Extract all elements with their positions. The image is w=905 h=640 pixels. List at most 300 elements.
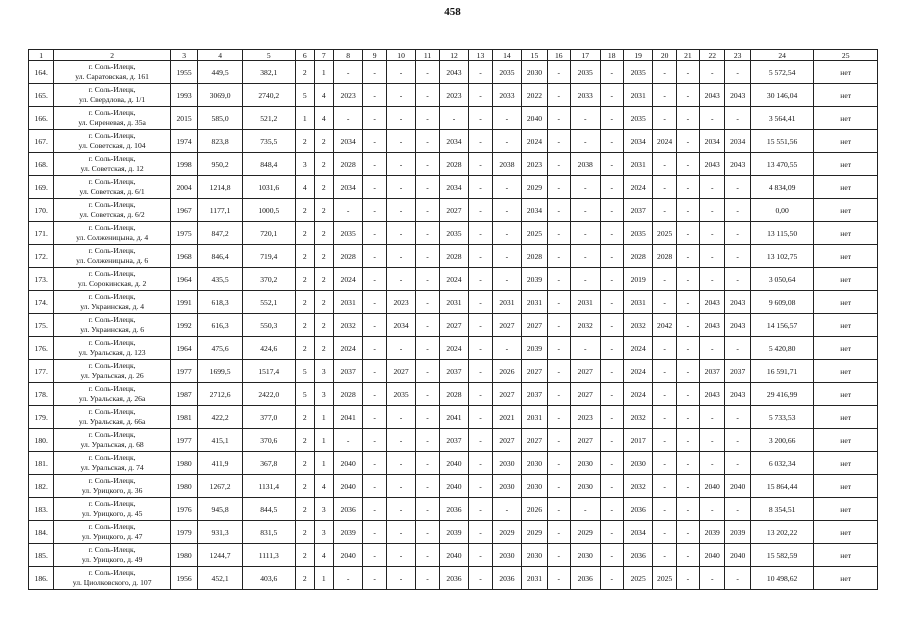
value-cell: -: [333, 61, 363, 84]
value-cell: -: [333, 429, 363, 452]
column-number-header: 16: [547, 50, 570, 61]
value-cell: -: [416, 383, 439, 406]
row-number-cell: 181.: [29, 452, 54, 475]
cost-cell: 5 572,54: [750, 61, 814, 84]
address-city: г. Соль-Илецк,: [88, 499, 136, 508]
value-cell: 2043: [700, 153, 725, 176]
value-cell: 2039: [522, 337, 547, 360]
value-cell: 2: [314, 314, 333, 337]
table-row: [29, 406, 878, 429]
value-cell: 2035: [439, 222, 469, 245]
value-cell: -: [653, 153, 676, 176]
flag-cell: нет: [814, 245, 878, 268]
value-cell: 2027: [522, 429, 547, 452]
row-number-cell: 174.: [29, 291, 54, 314]
value-cell: 2027: [492, 383, 522, 406]
value-cell: -: [416, 245, 439, 268]
value-cell: 2028: [333, 153, 363, 176]
row-number-cell: 164.: [29, 61, 54, 84]
address-cell: [54, 475, 170, 498]
value-cell: -: [676, 130, 699, 153]
cost-cell: 3 200,66: [750, 429, 814, 452]
column-number-header: 10: [386, 50, 416, 61]
row-number-cell: 183.: [29, 498, 54, 521]
address-city: г. Соль-Илецк,: [88, 338, 136, 347]
value-cell: 585,0: [198, 107, 242, 130]
value-cell: -: [547, 360, 570, 383]
value-cell: 2030: [623, 452, 653, 475]
value-cell: -: [386, 107, 416, 130]
cost-cell: 9 609,08: [750, 291, 814, 314]
value-cell: 2042: [653, 314, 676, 337]
address-city: г. Соль-Илецк,: [88, 85, 136, 94]
value-cell: -: [363, 314, 386, 337]
value-cell: -: [547, 222, 570, 245]
table-row: [29, 429, 878, 452]
value-cell: 2: [295, 429, 314, 452]
address-street: ул. Урицкого, д. 49: [81, 555, 143, 564]
row-number-cell: 173.: [29, 268, 54, 291]
cost-cell: 14 156,57: [750, 314, 814, 337]
value-cell: -: [386, 153, 416, 176]
value-cell: -: [416, 314, 439, 337]
value-cell: -: [600, 498, 623, 521]
value-cell: -: [492, 222, 522, 245]
value-cell: 719,4: [242, 245, 295, 268]
value-cell: 3: [295, 153, 314, 176]
value-cell: 2024: [333, 268, 363, 291]
column-number-header: 4: [198, 50, 242, 61]
address-city: г. Соль-Илецк,: [88, 361, 136, 370]
address-city: г. Соль-Илецк,: [88, 384, 136, 393]
value-cell: 2034: [439, 130, 469, 153]
value-cell: -: [469, 498, 492, 521]
row-number-cell: 178.: [29, 383, 54, 406]
cost-cell: 5 733,53: [750, 406, 814, 429]
value-cell: 2028: [653, 245, 676, 268]
value-cell: 2032: [570, 314, 600, 337]
value-cell: 2040: [333, 452, 363, 475]
value-cell: 4: [314, 84, 333, 107]
value-cell: -: [386, 176, 416, 199]
value-cell: 2035: [570, 61, 600, 84]
value-cell: -: [363, 291, 386, 314]
address-city: г. Соль-Илецк,: [88, 568, 136, 577]
value-cell: 2: [295, 521, 314, 544]
value-cell: -: [676, 429, 699, 452]
table-row: [29, 130, 878, 153]
flag-cell: нет: [814, 84, 878, 107]
value-cell: 2031: [623, 153, 653, 176]
cost-cell: 15 864,44: [750, 475, 814, 498]
value-cell: -: [600, 314, 623, 337]
value-cell: 2: [314, 199, 333, 222]
flag-cell: нет: [814, 61, 878, 84]
column-number-header: 8: [333, 50, 363, 61]
value-cell: 2043: [439, 61, 469, 84]
value-cell: -: [725, 567, 750, 590]
column-number-header: 21: [676, 50, 699, 61]
column-number-header: 18: [600, 50, 623, 61]
value-cell: -: [416, 498, 439, 521]
value-cell: 2017: [623, 429, 653, 452]
value-cell: -: [676, 521, 699, 544]
value-cell: 2: [295, 452, 314, 475]
value-cell: 3: [314, 498, 333, 521]
value-cell: -: [469, 291, 492, 314]
row-number-cell: 169.: [29, 176, 54, 199]
value-cell: 2: [314, 130, 333, 153]
address-street: ул. Солженицына, д. 4: [76, 233, 149, 242]
value-cell: -: [676, 153, 699, 176]
cost-cell: 8 354,51: [750, 498, 814, 521]
value-cell: -: [700, 176, 725, 199]
value-cell: -: [363, 268, 386, 291]
value-cell: -: [676, 406, 699, 429]
column-number-header: 2: [54, 50, 170, 61]
value-cell: 1964: [170, 268, 198, 291]
value-cell: 1993: [170, 84, 198, 107]
value-cell: 2037: [522, 383, 547, 406]
value-cell: 2030: [570, 452, 600, 475]
flag-cell: нет: [814, 406, 878, 429]
value-cell: -: [600, 84, 623, 107]
address-street: ул. Уральская, д. 26а: [78, 394, 146, 403]
value-cell: -: [363, 176, 386, 199]
value-cell: 2024: [333, 337, 363, 360]
value-cell: -: [492, 199, 522, 222]
address-cell: [54, 406, 170, 429]
value-cell: 1980: [170, 475, 198, 498]
value-cell: -: [653, 291, 676, 314]
address-city: г. Соль-Илецк,: [88, 292, 136, 301]
value-cell: -: [600, 337, 623, 360]
value-cell: 2028: [439, 245, 469, 268]
value-cell: -: [333, 107, 363, 130]
value-cell: 2029: [522, 521, 547, 544]
value-cell: 2023: [386, 291, 416, 314]
value-cell: -: [653, 360, 676, 383]
value-cell: 2040: [439, 475, 469, 498]
value-cell: 2019: [623, 268, 653, 291]
value-cell: 2024: [623, 176, 653, 199]
value-cell: 2027: [386, 360, 416, 383]
address-cell: [54, 544, 170, 567]
value-cell: -: [492, 107, 522, 130]
value-cell: -: [363, 475, 386, 498]
address-street: ул. Сорокинская, д. 2: [77, 279, 147, 288]
value-cell: -: [469, 153, 492, 176]
value-cell: 2037: [725, 360, 750, 383]
address-cell: [54, 567, 170, 590]
value-cell: -: [700, 567, 725, 590]
value-cell: -: [416, 130, 439, 153]
value-cell: 1: [314, 406, 333, 429]
value-cell: -: [547, 245, 570, 268]
address-street: ул. Саратовская, д. 161: [75, 72, 149, 81]
value-cell: 2039: [700, 521, 725, 544]
value-cell: -: [363, 383, 386, 406]
value-cell: -: [416, 61, 439, 84]
table-row: [29, 176, 878, 199]
value-cell: 403,6: [242, 567, 295, 590]
value-cell: -: [386, 452, 416, 475]
value-cell: -: [416, 107, 439, 130]
column-number-header: 25: [814, 50, 878, 61]
table-row: [29, 498, 878, 521]
value-cell: -: [600, 245, 623, 268]
flag-cell: нет: [814, 337, 878, 360]
value-cell: -: [492, 130, 522, 153]
value-cell: 2034: [439, 176, 469, 199]
value-cell: 1976: [170, 498, 198, 521]
value-cell: 945,8: [198, 498, 242, 521]
value-cell: 2: [295, 544, 314, 567]
value-cell: -: [725, 245, 750, 268]
value-cell: -: [725, 452, 750, 475]
value-cell: 2: [295, 314, 314, 337]
value-cell: 2036: [333, 498, 363, 521]
value-cell: 1267,2: [198, 475, 242, 498]
value-cell: -: [416, 521, 439, 544]
cost-cell: 15 551,56: [750, 130, 814, 153]
cost-cell: 13 470,55: [750, 153, 814, 176]
value-cell: 2: [314, 245, 333, 268]
value-cell: 2028: [333, 245, 363, 268]
value-cell: 449,5: [198, 61, 242, 84]
value-cell: -: [547, 314, 570, 337]
value-cell: 2041: [439, 406, 469, 429]
column-number-header: 17: [570, 50, 600, 61]
column-number-header: 14: [492, 50, 522, 61]
address-city: г. Соль-Илецк,: [88, 177, 136, 186]
table-row: [29, 291, 878, 314]
value-cell: -: [386, 268, 416, 291]
value-cell: -: [492, 268, 522, 291]
cost-cell: 6 032,34: [750, 452, 814, 475]
row-number-cell: 176.: [29, 337, 54, 360]
value-cell: 1111,3: [242, 544, 295, 567]
value-cell: 616,3: [198, 314, 242, 337]
value-cell: 2036: [439, 498, 469, 521]
value-cell: 2712,6: [198, 383, 242, 406]
value-cell: -: [363, 521, 386, 544]
value-cell: 2040: [333, 475, 363, 498]
value-cell: 1992: [170, 314, 198, 337]
value-cell: 2040: [439, 544, 469, 567]
value-cell: -: [600, 429, 623, 452]
value-cell: -: [653, 176, 676, 199]
address-cell: [54, 245, 170, 268]
value-cell: -: [653, 452, 676, 475]
address-cell: [54, 383, 170, 406]
value-cell: -: [416, 360, 439, 383]
value-cell: 2033: [570, 84, 600, 107]
value-cell: 2025: [653, 222, 676, 245]
value-cell: -: [363, 429, 386, 452]
value-cell: 2034: [522, 199, 547, 222]
value-cell: -: [725, 199, 750, 222]
value-cell: 3069,0: [198, 84, 242, 107]
value-cell: 2: [295, 498, 314, 521]
value-cell: 2030: [492, 452, 522, 475]
value-cell: 424,6: [242, 337, 295, 360]
value-cell: -: [570, 498, 600, 521]
address-city: г. Соль-Илецк,: [88, 407, 136, 416]
value-cell: -: [386, 337, 416, 360]
value-cell: 2027: [439, 314, 469, 337]
value-cell: -: [363, 245, 386, 268]
value-cell: 5: [295, 360, 314, 383]
value-cell: -: [676, 268, 699, 291]
value-cell: -: [469, 383, 492, 406]
cost-cell: 3 050,64: [750, 268, 814, 291]
address-cell: [54, 61, 170, 84]
flag-cell: нет: [814, 429, 878, 452]
flag-cell: нет: [814, 498, 878, 521]
value-cell: 2034: [623, 521, 653, 544]
address-street: ул. Циолковского, д. 107: [72, 578, 152, 587]
value-cell: 2740,2: [242, 84, 295, 107]
value-cell: -: [725, 406, 750, 429]
value-cell: 823,8: [198, 130, 242, 153]
value-cell: 2: [295, 406, 314, 429]
value-cell: 1974: [170, 130, 198, 153]
value-cell: -: [700, 61, 725, 84]
value-cell: -: [600, 153, 623, 176]
value-cell: -: [676, 291, 699, 314]
column-number-header: 7: [314, 50, 333, 61]
value-cell: 2: [314, 222, 333, 245]
value-cell: 2043: [725, 383, 750, 406]
flag-cell: нет: [814, 199, 878, 222]
row-number-cell: 182.: [29, 475, 54, 498]
value-cell: 2037: [333, 360, 363, 383]
column-number-header: 20: [653, 50, 676, 61]
value-cell: 1: [314, 61, 333, 84]
cost-cell: 15 582,59: [750, 544, 814, 567]
value-cell: 2034: [333, 176, 363, 199]
value-cell: -: [363, 452, 386, 475]
value-cell: -: [386, 498, 416, 521]
table-row: [29, 383, 878, 406]
value-cell: 2043: [725, 84, 750, 107]
value-cell: -: [700, 452, 725, 475]
value-cell: -: [386, 84, 416, 107]
value-cell: -: [492, 176, 522, 199]
value-cell: 3: [314, 383, 333, 406]
value-cell: -: [700, 337, 725, 360]
value-cell: 2030: [492, 544, 522, 567]
table-row: [29, 245, 878, 268]
value-cell: 2024: [439, 337, 469, 360]
value-cell: 720,1: [242, 222, 295, 245]
address-city: г. Соль-Илецк,: [88, 545, 136, 554]
value-cell: 2028: [623, 245, 653, 268]
value-cell: -: [547, 130, 570, 153]
value-cell: 2024: [623, 383, 653, 406]
value-cell: 1: [295, 107, 314, 130]
value-cell: -: [653, 84, 676, 107]
value-cell: 846,4: [198, 245, 242, 268]
table-row: [29, 360, 878, 383]
value-cell: 2032: [623, 475, 653, 498]
value-cell: -: [363, 84, 386, 107]
row-number-cell: 184.: [29, 521, 54, 544]
address-cell: [54, 153, 170, 176]
value-cell: 1980: [170, 452, 198, 475]
value-cell: -: [363, 222, 386, 245]
value-cell: 2: [295, 130, 314, 153]
value-cell: -: [600, 406, 623, 429]
value-cell: -: [600, 61, 623, 84]
value-cell: 2031: [522, 291, 547, 314]
value-cell: -: [653, 107, 676, 130]
value-cell: 1987: [170, 383, 198, 406]
value-cell: -: [469, 521, 492, 544]
value-cell: 2035: [623, 222, 653, 245]
table-row: [29, 153, 878, 176]
value-cell: 2030: [522, 475, 547, 498]
value-cell: 2040: [522, 107, 547, 130]
column-number-header: 6: [295, 50, 314, 61]
value-cell: -: [653, 268, 676, 291]
value-cell: 2031: [623, 291, 653, 314]
address-city: г. Соль-Илецк,: [88, 200, 136, 209]
address-cell: [54, 360, 170, 383]
value-cell: -: [386, 61, 416, 84]
value-cell: 2036: [623, 544, 653, 567]
row-number-cell: 172.: [29, 245, 54, 268]
value-cell: -: [469, 268, 492, 291]
value-cell: 2036: [439, 567, 469, 590]
flag-cell: нет: [814, 314, 878, 337]
value-cell: -: [600, 383, 623, 406]
value-cell: 2024: [653, 130, 676, 153]
value-cell: 844,5: [242, 498, 295, 521]
value-cell: 2021: [492, 406, 522, 429]
column-number-header: 5: [242, 50, 295, 61]
value-cell: 2030: [522, 61, 547, 84]
table-row: [29, 107, 878, 130]
value-cell: -: [547, 337, 570, 360]
cost-cell: 4 834,09: [750, 176, 814, 199]
value-cell: 1979: [170, 521, 198, 544]
value-cell: 2029: [492, 521, 522, 544]
cost-cell: 16 591,71: [750, 360, 814, 383]
value-cell: -: [570, 337, 600, 360]
flag-cell: нет: [814, 475, 878, 498]
value-cell: 2039: [333, 521, 363, 544]
value-cell: -: [469, 245, 492, 268]
cost-cell: 30 146,04: [750, 84, 814, 107]
value-cell: -: [676, 176, 699, 199]
flag-cell: нет: [814, 176, 878, 199]
value-cell: -: [363, 567, 386, 590]
value-cell: 377,0: [242, 406, 295, 429]
address-city: г. Соль-Илецк,: [88, 476, 136, 485]
value-cell: 2043: [725, 291, 750, 314]
value-cell: -: [676, 107, 699, 130]
value-cell: -: [600, 475, 623, 498]
flag-cell: нет: [814, 130, 878, 153]
address-city: г. Соль-Илецк,: [88, 453, 136, 462]
value-cell: -: [600, 222, 623, 245]
value-cell: -: [653, 544, 676, 567]
value-cell: 2004: [170, 176, 198, 199]
value-cell: 2038: [570, 153, 600, 176]
value-cell: -: [547, 452, 570, 475]
